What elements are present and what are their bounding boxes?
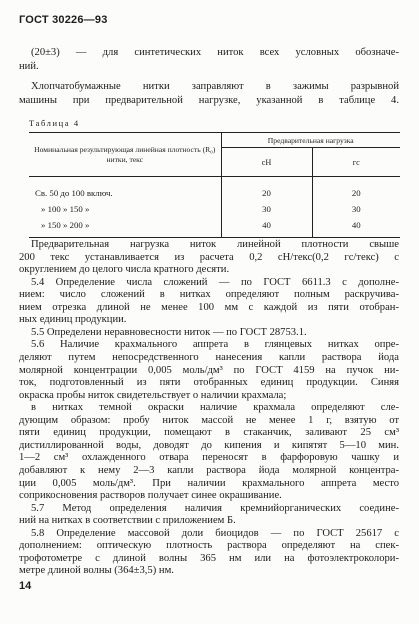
body-line: ний на нитках в соответствии с приложением Б. xyxy=(19,515,236,527)
body-line: 5.8 Определение массовой доли биоцидов — по ГОСТ 25617 с xyxy=(31,527,399,539)
body-line: дующим образом: пробу ниток массой не менее 1 г, взятую от xyxy=(19,414,399,426)
table-col-density-label: Номинальная результирующая линейная плотность (R₀) нитки, текс xyxy=(34,145,216,164)
body-line: окраска пробы ниток свидетельствует о наличии крахмала; xyxy=(19,389,287,401)
para1-line-1: (20±3) — для синтетических ниток всех условных обозначе- xyxy=(31,47,399,58)
table-col-density xyxy=(29,133,221,177)
table-row-label: Св. 50 до 100 включ. xyxy=(29,177,221,202)
body-line: деляют путем непосредственного нанесения капли раствора йода xyxy=(19,351,399,363)
table-row xyxy=(29,201,400,217)
para2-line-1: Хлопчатобумажные нитки заправляют в зажимы разрывной xyxy=(31,81,399,92)
body-line: ных единиц продукции. xyxy=(19,314,127,326)
table-cell-gs: 20 xyxy=(351,188,361,198)
para2-line-2: машины при предварительной нагрузке, указанной в таблице 4. xyxy=(19,95,399,106)
table-col-gs: гс xyxy=(312,148,400,177)
table-col-preload xyxy=(221,133,400,148)
table-cell-cn: 40 xyxy=(221,217,312,238)
body-line: трофотометре с длиной волны 365 нм или на фотоэлектроколори- xyxy=(19,552,399,564)
table-cell-cn: 20 xyxy=(221,177,312,202)
body-line: ции 0,005 моль/дм³. При наличии крахмального аппрета место xyxy=(19,477,399,489)
body-line: в нитках темной окраски наличие крахмала определяют сле- xyxy=(31,402,399,414)
table-row-label: » 150 » 200 » xyxy=(29,217,221,238)
body-line: 5.5 Определени неравновесности ниток — по ГОСТ 28753.1. xyxy=(31,326,307,338)
body-line: ток, подготовленный из пяти отобранных единиц продукции. Синяя xyxy=(19,377,399,389)
body-line: добавляют к нему 2—3 капли раствора йода молярной концентра- xyxy=(19,464,399,476)
para1-line-2: ний. xyxy=(19,61,39,72)
table-col-cn: сН xyxy=(221,148,312,177)
document-header: ГОСТ 30226—93 xyxy=(19,14,108,26)
body-line: Предварительная нагрузка ниток линейной плотности свыше xyxy=(31,239,399,250)
body-line: молярной концентрации 0,005 моль/дм³ по ГОСТ 4159 на пучок ни- xyxy=(19,364,399,376)
table-caption: Таблица 4 xyxy=(29,118,80,128)
body-line: дополнением: оптическую плотность раствора определяют на спек- xyxy=(19,540,399,552)
table-cell-cn: 30 xyxy=(221,201,312,217)
body-line: метре длиной волны (364±3,5) нм. xyxy=(19,565,174,577)
table-4 xyxy=(29,132,400,238)
table-cell-gs: 30 xyxy=(351,204,361,214)
body-line: 200 текс устанавливается из расчета 0,2 сН/текс(0,2 гс/текс) с xyxy=(19,251,399,263)
body-line: 5.6 Наличие крахмального аппрета в глянцевых нитках опре- xyxy=(31,339,399,351)
body-line: 5.7 Метод определения наличия кремнийорганических соедине- xyxy=(31,502,399,514)
body-line: соприкосновения растворов получает синее окрашивание. xyxy=(19,490,282,501)
table-row xyxy=(29,217,400,238)
page-number: 14 xyxy=(19,580,32,592)
body-line: дистиллированной воды, доводят до кипения и кипятят 5—10 мин. xyxy=(19,439,399,451)
body-line: нием отрезка длиной не менее 100 мм с каждой из пяти отобран- xyxy=(19,301,399,313)
body-line: 5.4 Определение числа сложений — по ГОСТ 6611.3 с дополне- xyxy=(31,276,399,288)
table-cell-gs: 40 xyxy=(312,217,400,238)
body-line: нием: число сложений в нитках определяют полным раскручива- xyxy=(19,289,399,301)
table-row xyxy=(29,177,400,202)
body-line: пяти единиц продукции, помещают в стаканчик, заливают 25 см³ xyxy=(19,427,399,439)
body-line: округлением до целого числа кратного десяти. xyxy=(19,264,230,276)
table-row-label: » 100 » 150 » xyxy=(29,201,221,217)
table-col-preload-label: Предварительная нагрузка xyxy=(267,135,354,145)
body-line: 1—2 см³ охлажденного отвара переносят в фарфоровую чашку и xyxy=(19,452,399,464)
